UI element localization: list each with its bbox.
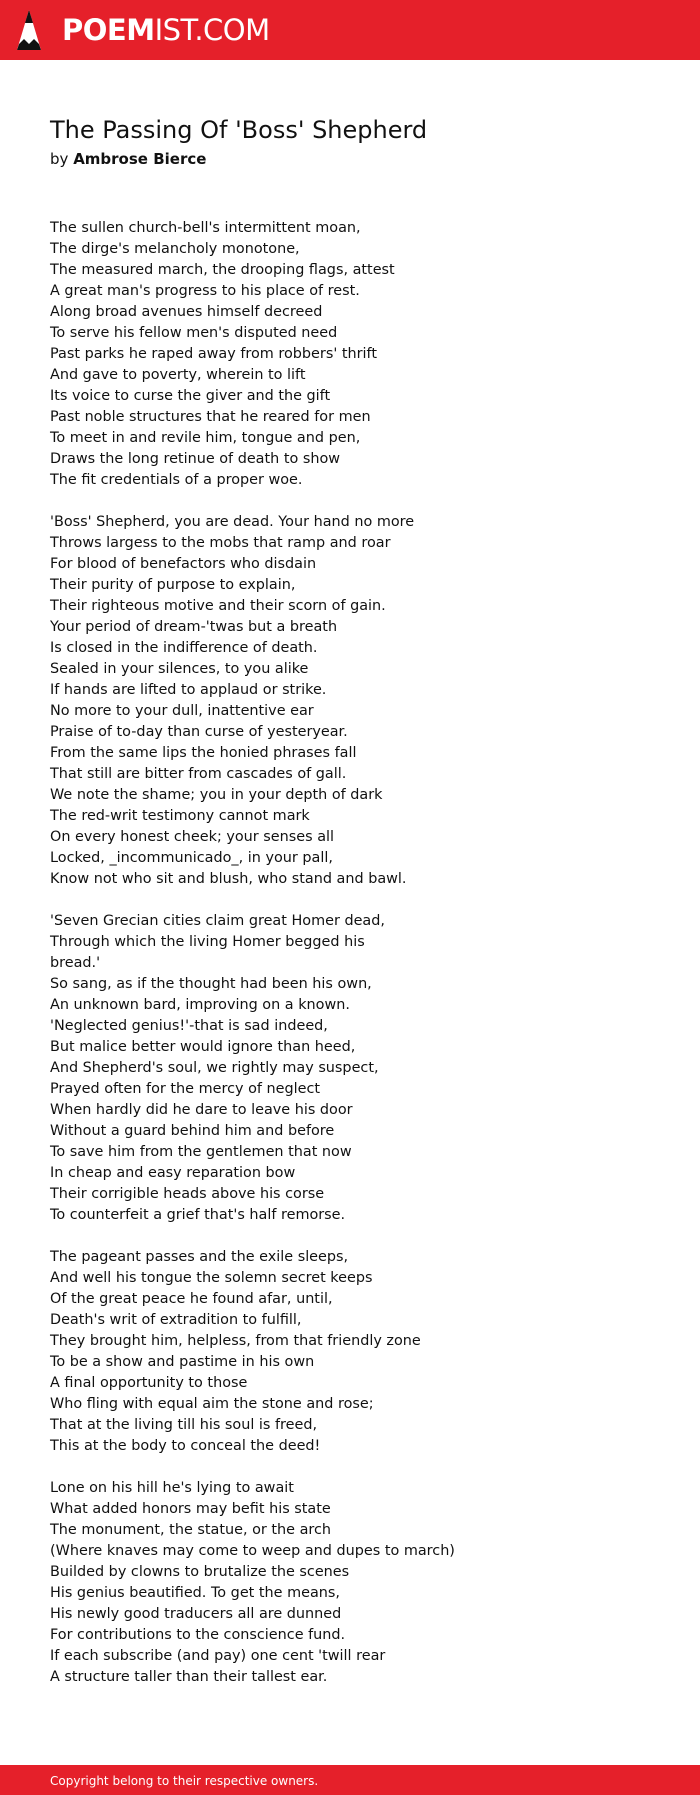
byline	[50, 148, 206, 170]
poem-line: Of the great peace he found afar, until,	[50, 1291, 333, 1307]
poem-line: Lone on his hill he's lying to await	[50, 1480, 294, 1496]
poem-line: The measured march, the drooping flags, attest	[50, 262, 395, 278]
poem-line: Sealed in your silences, to you alike	[50, 661, 309, 677]
poem-line: (Where knaves may come to weep and dupes to march)	[50, 1543, 455, 1559]
poem-line: The dirge's melancholy monotone,	[50, 241, 300, 257]
poem-line: Your period of dream-'twas but a breath	[50, 619, 338, 635]
poem-line: We note the shame; you in your depth of dark	[50, 787, 383, 803]
poem-line: If each subscribe (and pay) one cent 'twill rear	[50, 1648, 386, 1664]
poem-line: And Shepherd's soul, we rightly may suspect,	[50, 1060, 379, 1076]
poem-line: They brought him, helpless, from that friendly zone	[50, 1333, 421, 1349]
poem-body	[50, 218, 650, 1709]
logo-light-text: IST.COM	[154, 13, 270, 47]
poem-line: A great man's progress to his place of rest.	[50, 283, 360, 299]
stanza	[50, 218, 650, 491]
poem-line: bread.'	[50, 955, 101, 971]
poem-line: 'Neglected genius!'-that is sad indeed,	[50, 1018, 328, 1034]
poem-line: Know not who sit and blush, who stand and bawl.	[50, 871, 407, 887]
poem-line: Their purity of purpose to explain,	[50, 577, 296, 593]
poem-line: Through which the living Homer begged his	[50, 934, 365, 950]
poem-title: The Passing Of 'Boss' Shepherd	[50, 116, 428, 144]
poem-line: Death's writ of extradition to fulfill,	[50, 1312, 302, 1328]
site-header	[0, 0, 700, 60]
poem-line: So sang, as if the thought had been his own,	[50, 976, 372, 992]
poem-line: Along broad avenues himself decreed	[50, 304, 323, 320]
poem-line: To save him from the gentlemen that now	[50, 1144, 352, 1160]
poem-line: 'Seven Grecian cities claim great Homer dead,	[50, 913, 385, 929]
poem-line: Their righteous motive and their scorn of gain.	[50, 598, 386, 614]
poem-line: Locked, _incommunicado_, in your pall,	[50, 850, 333, 866]
by-label: by	[50, 150, 69, 168]
site-logo-link[interactable]	[62, 10, 270, 50]
stanza	[50, 1247, 650, 1457]
poem-line: No more to your dull, inattentive ear	[50, 703, 314, 719]
poem-line: For blood of benefactors who disdain	[50, 556, 317, 572]
poem-line: But malice better would ignore than heed,	[50, 1039, 356, 1055]
poem-line: On every honest cheek; your senses all	[50, 829, 335, 845]
poem-line: And well his tongue the solemn secret keeps	[50, 1270, 373, 1286]
poem-line: Their corrigible heads above his corse	[50, 1186, 325, 1202]
stanza	[50, 1478, 650, 1688]
poem-line: To counterfeit a grief that's half remorse.	[50, 1207, 346, 1223]
poem-line: That still are bitter from cascades of gall.	[50, 766, 347, 782]
poem-line: An unknown bard, improving on a known.	[50, 997, 350, 1013]
poem-line: 'Boss' Shepherd, you are dead. Your hand no more	[50, 514, 415, 530]
poem-line: Builded by clowns to brutalize the scenes	[50, 1564, 350, 1580]
poem-line: A structure taller than their tallest ear.	[50, 1669, 328, 1685]
poem-line: Is closed in the indifference of death.	[50, 640, 318, 656]
poem-line: And gave to poverty, wherein to lift	[50, 367, 306, 383]
poem-line: Prayed often for the mercy of neglect	[50, 1081, 321, 1097]
logo-bold-text: POEM	[62, 13, 155, 47]
site-footer	[0, 1765, 700, 1795]
poem-line: A final opportunity to those	[50, 1375, 248, 1391]
poem-line: Draws the long retinue of death to show	[50, 451, 341, 467]
poem-line: Who fling with equal aim the stone and rose;	[50, 1396, 374, 1412]
poem-line: For contributions to the conscience fund.	[50, 1627, 346, 1643]
poem-line: To serve his fellow men's disputed need	[50, 325, 338, 341]
poem-line: That at the living till his soul is freed,	[50, 1417, 318, 1433]
poem-line: Its voice to curse the giver and the gift	[50, 388, 331, 404]
poem-line: To be a show and pastime in his own	[50, 1354, 315, 1370]
poem-line: In cheap and easy reparation bow	[50, 1165, 296, 1181]
poem-line: From the same lips the honied phrases fall	[50, 745, 357, 761]
poem-line: The red-writ testimony cannot mark	[50, 808, 310, 824]
stanza	[50, 512, 650, 890]
poem-line: What added honors may befit his state	[50, 1501, 331, 1517]
poem-line: His newly good traducers all are dunned	[50, 1606, 342, 1622]
poem-line: If hands are lifted to applaud or strike.	[50, 682, 327, 698]
poem-line: Throws largess to the mobs that ramp and roar	[50, 535, 391, 551]
pencil-icon	[16, 9, 42, 51]
stanza	[50, 911, 650, 1226]
poem-line: This at the body to conceal the deed!	[50, 1438, 321, 1454]
poem-line: To meet in and revile him, tongue and pen,	[50, 430, 361, 446]
poem-line: The sullen church-bell's intermittent moan,	[50, 220, 361, 236]
poem-line: His genius beautified. To get the means,	[50, 1585, 340, 1601]
poem-line: Praise of to-day than curse of yesteryear.	[50, 724, 348, 740]
copyright-notice: Copyright belong to their respective owners.	[50, 1774, 319, 1788]
poem-line: Past parks he raped away from robbers' thrift	[50, 346, 377, 362]
poem-line: Past noble structures that he reared for men	[50, 409, 371, 425]
poem-line: When hardly did he dare to leave his door	[50, 1102, 353, 1118]
poem-line: Without a guard behind him and before	[50, 1123, 335, 1139]
poem-line: The monument, the statue, or the arch	[50, 1522, 332, 1538]
author-name: Ambrose Bierce	[73, 150, 207, 168]
poem-line: The pageant passes and the exile sleeps,	[50, 1249, 349, 1265]
poem-line: The fit credentials of a proper woe.	[50, 472, 303, 488]
